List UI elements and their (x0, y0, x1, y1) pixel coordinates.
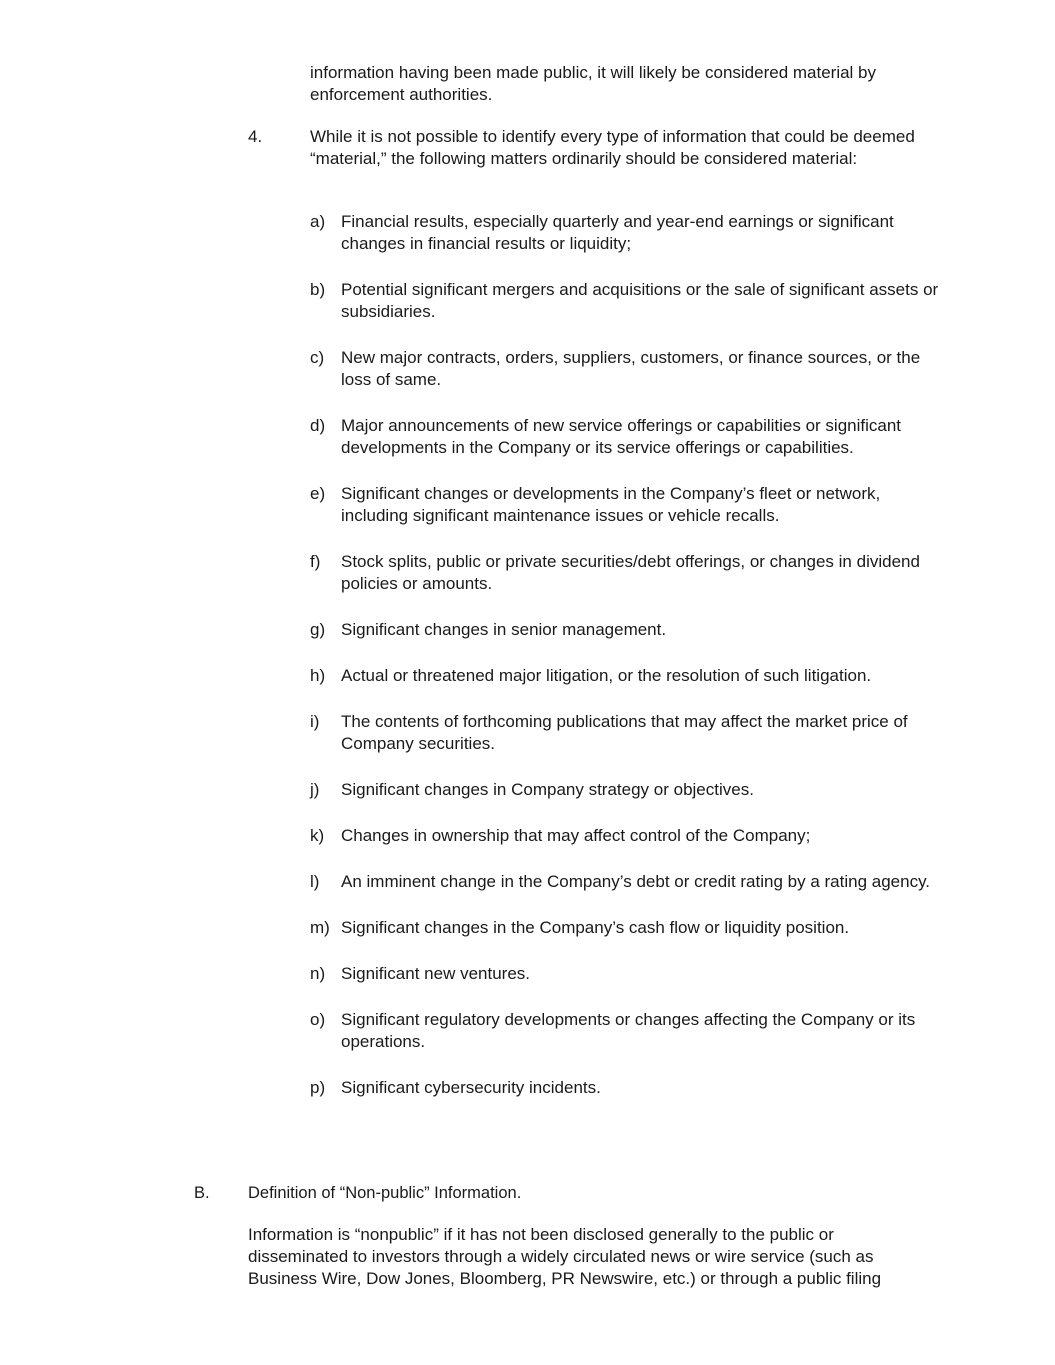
list-item-text: Financial results, especially quarterly and year-end earnings or significant changes in financial results or liquidity; (341, 212, 894, 253)
list-item-text: Significant changes or developments in the Company’s fleet or network, including significant maintenance issues or vehicle recalls. (341, 484, 881, 525)
list-item (310, 665, 940, 687)
list-item (310, 551, 940, 595)
list-item (310, 825, 940, 847)
list-item-letter: f) (310, 552, 321, 571)
list-item (310, 711, 940, 755)
list-item (310, 1077, 940, 1099)
list-item-text: Actual or threatened major litigation, or the resolution of such litigation. (341, 666, 872, 685)
list-item-text: The contents of forthcoming publications that may affect the market price of Company securities. (341, 712, 908, 753)
section-b-body-paragraph: Information is “nonpublic” if it has not been disclosed generally to the public or disseminated to investors through a widely circulated news or wire service (such as Business Wire, Dow Jones, Bloomberg, PR Newswire, etc.) or through a public filing (248, 1225, 882, 1288)
list-item-letter: h) (310, 666, 326, 685)
list-item-text: Significant changes in senior management. (341, 620, 667, 639)
list-item-letter: i) (310, 712, 320, 731)
list-item (310, 779, 940, 801)
list-item-text: Significant changes in Company strategy or objectives. (341, 780, 754, 799)
list-item-text: Significant cybersecurity incidents. (341, 1078, 601, 1097)
list-item (310, 415, 940, 459)
section-title: Definition of “Non-public” Information. (248, 1184, 522, 1202)
material-items-list (310, 211, 940, 1123)
item-text: While it is not possible to identify every type of information that could be deemed “material,” the following matters ordinarily should be considered material: (310, 127, 915, 168)
list-item-text: Potential significant mergers and acquisitions or the sale of significant assets or subsidiaries. (341, 280, 939, 321)
list-item-letter: o) (310, 1010, 326, 1029)
list-item-letter: g) (310, 620, 326, 639)
list-item (310, 211, 940, 255)
list-item-letter: p) (310, 1078, 326, 1097)
list-item-letter: j) (310, 780, 320, 799)
list-item-letter: d) (310, 416, 326, 435)
list-item-text: Significant regulatory developments or changes affecting the Company or its operations. (341, 1010, 916, 1051)
list-item-letter: m) (310, 918, 330, 937)
list-item (310, 917, 940, 939)
list-item-letter: k) (310, 826, 325, 845)
list-item (310, 619, 940, 641)
list-item-letter: e) (310, 484, 326, 503)
list-item-text: Significant changes in the Company’s cash flow or liquidity position. (341, 918, 850, 937)
list-item-text: New major contracts, orders, suppliers, customers, or finance sources, or the loss of same. (341, 348, 921, 389)
list-item-text: Stock splits, public or private securities/debt offerings, or changes in dividend policies or amounts. (341, 552, 920, 593)
item-number: 4. (248, 127, 263, 146)
list-item (310, 1009, 940, 1053)
list-item-letter: l) (310, 872, 320, 891)
section-letter: B. (194, 1184, 210, 1202)
list-item (310, 963, 940, 985)
list-item (310, 483, 940, 527)
list-item-text: Changes in ownership that may affect control of the Company; (341, 826, 811, 845)
intro-continuation-paragraph: information having been made public, it will likely be considered material by enforcement authorities. (310, 63, 877, 104)
list-item (310, 871, 940, 893)
list-item-letter: b) (310, 280, 326, 299)
list-item (310, 347, 940, 391)
list-item-text: Significant new ventures. (341, 964, 530, 983)
list-item-letter: n) (310, 964, 326, 983)
list-item-text: Major announcements of new service offerings or capabilities or significant developments in the Company or its service offerings or capabilities. (341, 416, 902, 457)
list-item-letter: c) (310, 348, 325, 367)
list-item-letter: a) (310, 212, 326, 231)
list-item (310, 279, 940, 323)
list-item-text: An imminent change in the Company’s debt or credit rating by a rating agency. (341, 872, 931, 891)
